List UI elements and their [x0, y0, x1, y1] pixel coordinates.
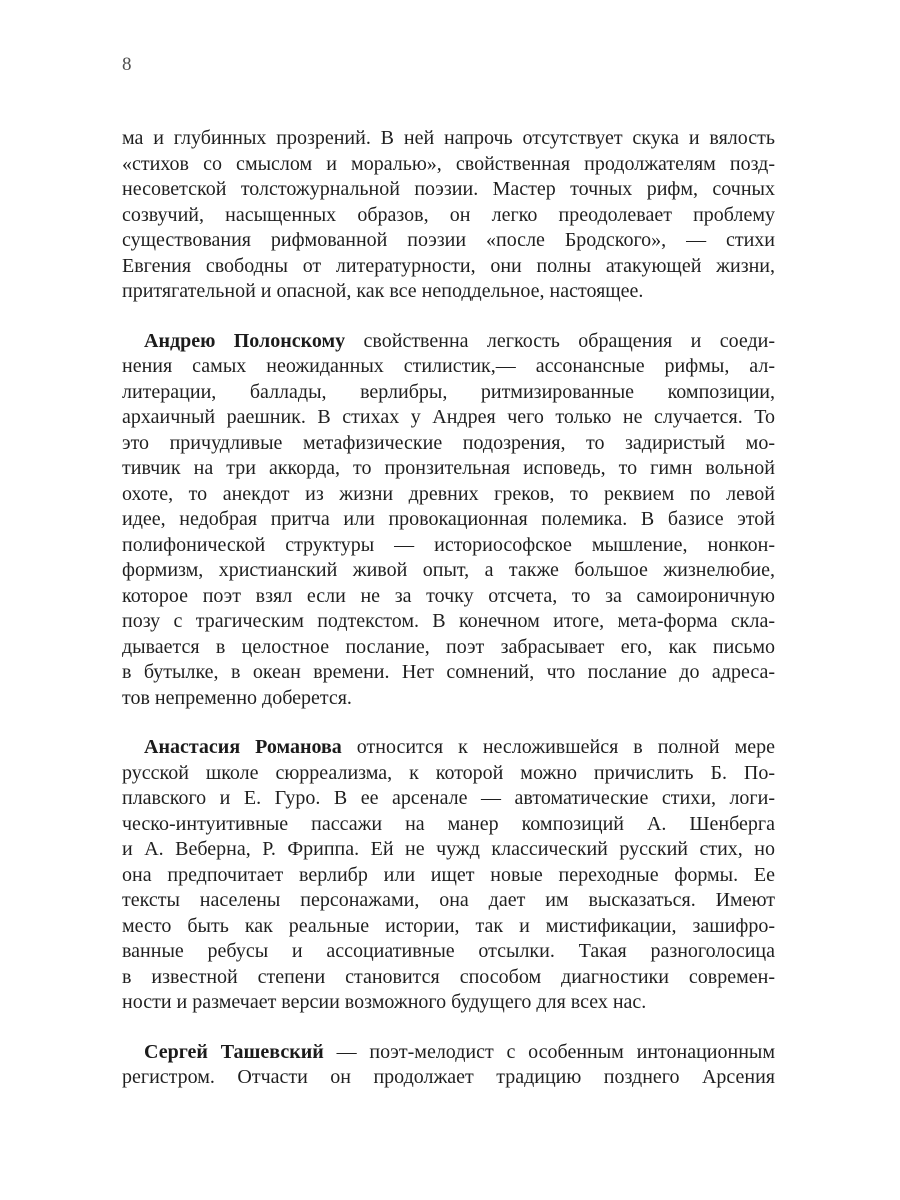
paragraph	[122, 735, 775, 1016]
text-line: тивчик на три аккорда, то пронзительная исповедь, то гимн вольной	[122, 457, 775, 479]
text-line: ванные ребусы и ассоциативные отсылки. Такая разноголосица	[122, 940, 775, 962]
text-line: и А. Веберна, Р. Фриппа. Ей не чужд классический русский стих, но	[122, 838, 775, 860]
text-line: ческо-интуитивные пассажи на манер композиций А. Шенберга	[122, 812, 775, 835]
text-line: охоте, то анекдот из жизни древних греков, то реквием по левой	[122, 482, 775, 505]
paragraph	[122, 126, 775, 305]
text-line: регистром. Отчасти он продолжает традицию позднего Арсения	[122, 1066, 775, 1088]
text-line: плавского и Е. Гуро. В ее арсенале — автоматические стихи, логи-	[122, 787, 775, 809]
text-line: тексты населены персонажами, она дает им высказаться. Имеют	[122, 889, 775, 911]
paragraph	[122, 329, 775, 712]
text-line: это причудливые метафизические подозрения, то задиристый мо-	[122, 431, 775, 454]
page-number: 8	[122, 54, 132, 75]
text-line: Евгения свободны от литературности, они полны атакующей жизни,	[122, 254, 775, 277]
text-line: которое поэт взял если не за точку отсчета, то за самоироничную	[122, 584, 775, 607]
text-line: в бутылке, в океан времени. Нет сомнений, что послание до адреса-	[122, 661, 775, 683]
text-line: Андрею Полонскому свойственна легкость обращения и соеди-	[144, 329, 775, 352]
text-line: она предпочитает верлибр или ищет новые переходные формы. Ее	[122, 863, 775, 886]
author-name: Сергей Ташевский	[144, 1040, 324, 1063]
text-line: формизм, христианский живой опыт, а также большое жизнелюбие,	[122, 559, 775, 581]
paragraph	[122, 1040, 775, 1091]
text-line: Сергей Ташевский — поэт-мелодист с особенным интонационным	[144, 1040, 775, 1063]
text-line: место быть как реальные истории, так и мистификации, зашифро-	[122, 914, 775, 937]
text-block	[122, 126, 775, 1091]
text-line: архаичный раешник. В стихах у Андрея чего только не случается. То	[122, 406, 775, 428]
text-line: литерации, баллады, верлибры, ритмизированные композиции,	[122, 380, 775, 403]
text-line: нения самых неожиданных стилистик,— ассонансные рифмы, ал-	[122, 355, 775, 377]
text-line: «стихов со смыслом и моралью», свойственная продолжателям позд-	[122, 152, 775, 175]
text-line: идее, недобрая притча или провокационная полемика. В базисе этой	[122, 508, 775, 530]
text-line: созвучий, насыщенных образов, он легко преодолевает проблему	[122, 203, 775, 226]
text-line: позу с трагическим подтекстом. В конечном итоге, мета-форма скла-	[122, 610, 775, 632]
author-name: Андрею Полонскому	[144, 329, 346, 352]
text-line: существования рифмованной поэзии «после Бродского», — стихи	[122, 229, 775, 251]
text-line: дывается в целостное послание, поэт забрасывает его, как письмо	[122, 635, 775, 658]
text-line: ма и глубинных прозрений. В ней напрочь отсутствует скука и вялость	[122, 127, 775, 149]
text-line: русской школе сюрреализма, к которой можно причислить Б. По-	[122, 761, 775, 784]
text-line: полифонической структуры — историософское мышление, нонкон-	[122, 533, 775, 556]
text-line: тов непременно доберется.	[122, 686, 352, 709]
text-line: несоветской толстожурнальной поэзии. Мастер точных рифм, сочных	[122, 178, 775, 200]
text-line: ности и размечает версии возможного будущего для всех нас.	[122, 991, 647, 1013]
text-line: в известной степени становится способом диагностики современ-	[122, 965, 775, 988]
author-name: Анастасия Романова	[144, 736, 342, 758]
text-line: притягательной и опасной, как все неподдельное, настоящее.	[122, 280, 644, 302]
text-line: Анастасия Романова относится к несложившейся в полной мере	[144, 736, 775, 758]
